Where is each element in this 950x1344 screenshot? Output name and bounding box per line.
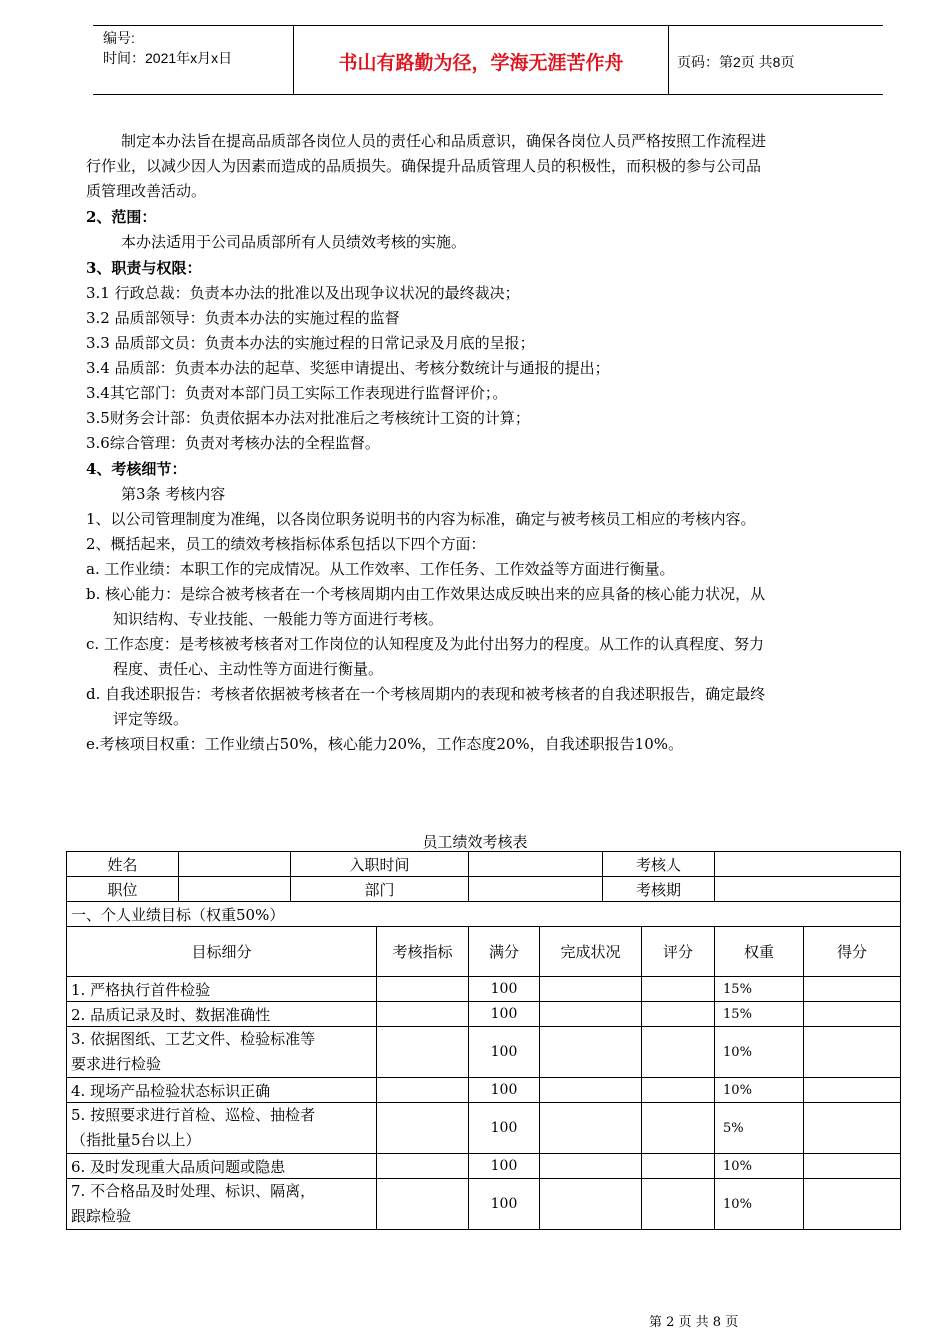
column-header: 得分 xyxy=(804,927,901,977)
result-cell[interactable] xyxy=(804,1078,901,1103)
page-header xyxy=(93,25,883,95)
table-row xyxy=(67,1027,901,1078)
target-item-line: 7. 不合格品及时处理、标识、隔离， xyxy=(71,1182,316,1200)
target-item-line: 3. 依据图纸、工艺文件、检验标准等 xyxy=(71,1030,316,1048)
content-item: 评定等级。 xyxy=(113,710,189,728)
target-item: 4. 现场产品检验状态标识正确 xyxy=(67,1078,377,1103)
target-item: 2. 品质记录及时、数据准确性 xyxy=(67,1002,377,1027)
table-row xyxy=(67,1078,901,1103)
page-footer: 第 2 页 共 8 页 xyxy=(649,1315,739,1330)
department-value[interactable] xyxy=(469,877,603,902)
indicator-cell[interactable] xyxy=(377,977,469,1002)
table-header-row xyxy=(67,927,901,977)
score-cell[interactable] xyxy=(642,1027,715,1078)
table-row xyxy=(67,852,901,877)
assessor-label: 考核人 xyxy=(603,852,715,877)
column-header: 目标细分 xyxy=(67,927,377,977)
column-header: 满分 xyxy=(469,927,540,977)
section-header: 一、个人业绩目标（权重50%） xyxy=(67,902,901,927)
weight: 15% xyxy=(715,1002,804,1027)
score-cell[interactable] xyxy=(642,1103,715,1154)
full-score: 100 xyxy=(469,1179,540,1230)
name-value[interactable] xyxy=(179,852,291,877)
target-item-line: 跟踪检验 xyxy=(71,1207,132,1225)
column-header: 评分 xyxy=(642,927,715,977)
weight: 10% xyxy=(715,1027,804,1078)
status-cell[interactable] xyxy=(540,977,642,1002)
indicator-cell[interactable] xyxy=(377,1179,469,1230)
score-cell[interactable] xyxy=(642,1154,715,1179)
department-label: 部门 xyxy=(291,877,469,902)
duty-item: 3.1 行政总裁：负责本办法的批准以及出现争议状况的最终裁决； xyxy=(86,284,520,302)
assessor-value[interactable] xyxy=(715,852,901,877)
content-item: a. 工作业绩：本职工作的完成情况。从工作效率、工作任务、工作效益等方面进行衡量。 xyxy=(86,560,675,578)
period-label: 考核期 xyxy=(603,877,715,902)
duty-item: 3.5财务会计部：负责依据本办法对批准后之考核统计工资的计算； xyxy=(86,409,530,427)
heading-duty: 3、职责与权限： xyxy=(86,259,202,277)
result-cell[interactable] xyxy=(804,1027,901,1078)
full-score: 100 xyxy=(469,977,540,1002)
page-number-label: 页码：第2页 共8页 xyxy=(677,54,795,70)
content-item: 知识结构、专业技能、一般能力等方面进行考核。 xyxy=(113,610,444,628)
article-3: 第3条 考核内容 xyxy=(121,485,226,503)
duty-item: 3.2 品质部领导：负责本办法的实施过程的监督 xyxy=(86,309,400,327)
full-score: 100 xyxy=(469,1103,540,1154)
result-cell[interactable] xyxy=(804,1154,901,1179)
full-score: 100 xyxy=(469,1002,540,1027)
table-title: 员工绩效考核表 xyxy=(422,833,528,851)
weight: 15% xyxy=(715,977,804,1002)
duty-item: 3.6综合管理：负责对考核办法的全程监督。 xyxy=(86,434,380,452)
weight: 10% xyxy=(715,1078,804,1103)
heading-detail: 4、考核细节： xyxy=(86,460,187,478)
header-info-cell xyxy=(93,26,294,94)
target-item-line: 要求进行检验 xyxy=(71,1055,162,1073)
duty-item: 3.4其它部门：负责对本部门员工实际工作表现进行监督评价；。 xyxy=(86,384,508,402)
table-row xyxy=(67,1002,901,1027)
result-cell[interactable] xyxy=(804,977,901,1002)
target-item-line: （指批量5台以上） xyxy=(71,1131,201,1149)
target-item: 1. 严格执行首件检验 xyxy=(67,977,377,1002)
content-item: 1、以公司管理制度为准绳，以各岗位职务说明书的内容为标准，确定与被考核员工相应的考核内容。 xyxy=(86,510,756,528)
result-cell[interactable] xyxy=(804,1002,901,1027)
status-cell[interactable] xyxy=(540,1002,642,1027)
target-item: 6. 及时发现重大品质问题或隐患 xyxy=(67,1154,377,1179)
content-item: c. 工作态度：是考核被考核者对工作岗位的认知程度及为此付出努力的程度。从工作的认真程度、努力 xyxy=(86,635,764,653)
weight: 10% xyxy=(715,1179,804,1230)
indicator-cell[interactable] xyxy=(377,1002,469,1027)
intro-line-2: 行作业，以减少因人为因素而造成的品质损失。确保提升品质管理人员的积极性，而积极的参与公司品 xyxy=(86,157,762,175)
full-score: 100 xyxy=(469,1078,540,1103)
column-header: 完成状况 xyxy=(540,927,642,977)
content-item: e.考核项目权重：工作业绩占50%，核心能力20%，工作态度20%，自我述职报告10%。 xyxy=(86,735,684,753)
period-value[interactable] xyxy=(715,877,901,902)
join-date-label: 入职时间 xyxy=(291,852,469,877)
target-item xyxy=(67,1179,377,1230)
content-item: d. 自我述职报告：考核者依据被考核者在一个考核周期内的表现和被考核者的自我述职报告，确定最终 xyxy=(86,685,766,703)
score-cell[interactable] xyxy=(642,1002,715,1027)
score-cell[interactable] xyxy=(642,977,715,1002)
time-label: 时间：2021年x月x日 xyxy=(103,50,233,66)
status-cell[interactable] xyxy=(540,1103,642,1154)
status-cell[interactable] xyxy=(540,1154,642,1179)
name-label: 姓名 xyxy=(67,852,179,877)
weight: 10% xyxy=(715,1154,804,1179)
duty-item: 3.3 品质部文员：负责本办法的实施过程的日常记录及月底的呈报； xyxy=(86,334,535,352)
heading-scope: 2、范围： xyxy=(86,208,157,226)
intro-line-3: 质管理改善活动。 xyxy=(86,182,207,200)
table-row xyxy=(67,1179,901,1230)
header-motto-cell xyxy=(294,26,669,94)
result-cell[interactable] xyxy=(804,1179,901,1230)
weight: 5% xyxy=(715,1103,804,1154)
status-cell[interactable] xyxy=(540,1179,642,1230)
column-header: 考核指标 xyxy=(377,927,469,977)
indicator-cell[interactable] xyxy=(377,1103,469,1154)
join-date-value[interactable] xyxy=(469,852,603,877)
evaluation-table xyxy=(66,851,901,1230)
intro-line-1: 制定本办法旨在提高品质部各岗位人员的责任心和品质意识，确保各岗位人员严格按照工作流程进 xyxy=(121,132,767,150)
content-item: 程度、责任心、主动性等方面进行衡量。 xyxy=(113,660,384,678)
status-cell[interactable] xyxy=(540,1078,642,1103)
column-header: 权重 xyxy=(715,927,804,977)
full-score: 100 xyxy=(469,1027,540,1078)
score-cell[interactable] xyxy=(642,1179,715,1230)
motto: 书山有路勤为径，学海无涯苦作舟 xyxy=(338,52,624,74)
indicator-cell[interactable] xyxy=(377,1027,469,1078)
full-score: 100 xyxy=(469,1154,540,1179)
status-cell[interactable] xyxy=(540,1027,642,1078)
indicator-cell[interactable] xyxy=(377,1154,469,1179)
target-item-line: 5. 按照要求进行首检、巡检、抽检者 xyxy=(71,1106,316,1124)
table-row xyxy=(67,902,901,927)
position-label: 职位 xyxy=(67,877,179,902)
position-value[interactable] xyxy=(179,877,291,902)
indicator-cell[interactable] xyxy=(377,1078,469,1103)
content-item: 2、概括起来，员工的绩效考核指标体系包括以下四个方面： xyxy=(86,535,486,553)
score-cell[interactable] xyxy=(642,1078,715,1103)
result-cell[interactable] xyxy=(804,1103,901,1154)
scope-text: 本办法适用于公司品质部所有人员绩效考核的实施。 xyxy=(121,233,467,251)
target-item xyxy=(67,1027,377,1078)
table-row xyxy=(67,977,901,1002)
table-row xyxy=(67,877,901,902)
table-row xyxy=(67,1154,901,1179)
content-item: b. 核心能力：是综合被考核者在一个考核周期内由工作效果达成反映出来的应具备的核心能力状况，从 xyxy=(86,585,766,603)
table-row xyxy=(67,1103,901,1154)
duty-item: 3.4 品质部：负责本办法的起草、奖惩申请提出、考核分数统计与通报的提出； xyxy=(86,359,610,377)
target-item xyxy=(67,1103,377,1154)
serial-label: 编号: xyxy=(103,30,135,46)
